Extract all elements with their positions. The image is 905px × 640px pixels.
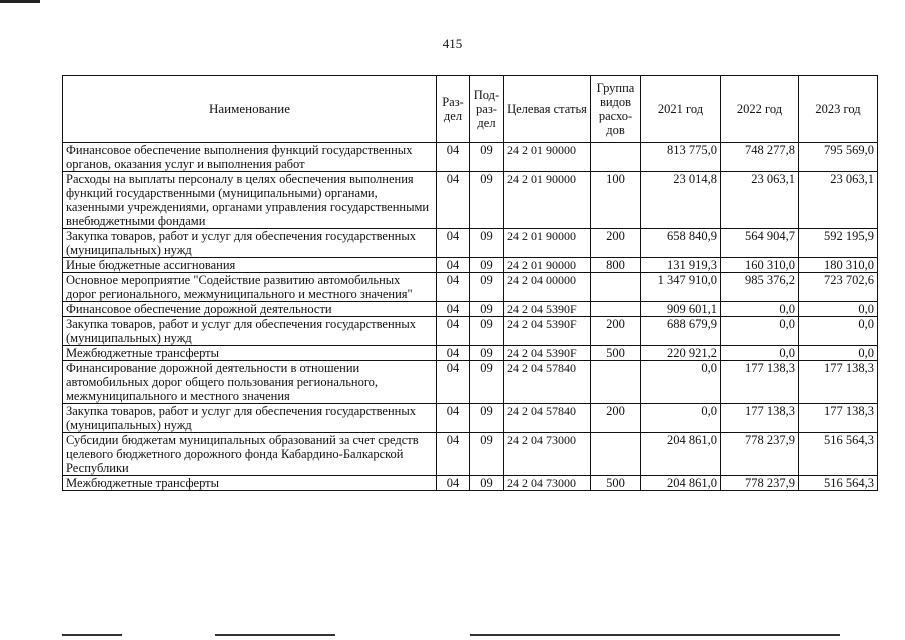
header-expense-group: Группа видов расхо- дов (591, 76, 641, 143)
cell-2021: 0,0 (641, 404, 721, 433)
cell-subsection: 09 (470, 302, 504, 317)
cell-section: 04 (437, 404, 470, 433)
cell-expense-group (591, 361, 641, 404)
cell-target: 24 2 04 57840 (504, 404, 591, 433)
cell-2021: 204 861,0 (641, 433, 721, 476)
table-row (63, 172, 878, 229)
cell-subsection: 09 (470, 229, 504, 258)
cell-2023: 516 564,3 (799, 476, 878, 491)
cell-2022: 0,0 (721, 302, 799, 317)
cell-subsection: 09 (470, 258, 504, 273)
cell-2022: 0,0 (721, 317, 799, 346)
scan-bottom-line (470, 634, 840, 636)
cell-section: 04 (437, 143, 470, 172)
cell-expense-group (591, 143, 641, 172)
cell-name: Закупка товаров, работ и услуг для обеспечения государственных (муниципальных) нужд (63, 317, 437, 346)
cell-target: 24 2 01 90000 (504, 258, 591, 273)
cell-2023: 177 138,3 (799, 361, 878, 404)
cell-name: Финансовое обеспечение дорожной деятельности (63, 302, 437, 317)
cell-2022: 0,0 (721, 346, 799, 361)
header-2021: 2021 год (641, 76, 721, 143)
cell-2022: 23 063,1 (721, 172, 799, 229)
cell-subsection: 09 (470, 404, 504, 433)
cell-2023: 592 195,9 (799, 229, 878, 258)
table-header-row (63, 76, 878, 143)
cell-2021: 688 679,9 (641, 317, 721, 346)
cell-name: Иные бюджетные ассигнования (63, 258, 437, 273)
header-2023: 2023 год (799, 76, 878, 143)
cell-2021: 23 014,8 (641, 172, 721, 229)
header-name: Наименование (63, 76, 437, 143)
cell-name: Расходы на выплаты персоналу в целях обеспечения выполнения функций государственными (муниципальными) органами, казенными учреждениями, органами управления государственными внебюджетными фондами (63, 172, 437, 229)
cell-subsection: 09 (470, 476, 504, 491)
cell-name: Финансовое обеспечение выполнения функций государственных органов, оказания услуг и выполнения работ (63, 143, 437, 172)
cell-subsection: 09 (470, 172, 504, 229)
cell-2021: 1 347 910,0 (641, 273, 721, 302)
cell-section: 04 (437, 302, 470, 317)
table-row (63, 361, 878, 404)
cell-2022: 985 376,2 (721, 273, 799, 302)
table-row (63, 346, 878, 361)
scan-bottom-line (215, 634, 335, 636)
cell-name: Финансирование дорожной деятельности в отношении автомобильных дорог общего пользования регионального, межмуниципального и местного значения (63, 361, 437, 404)
cell-2023: 23 063,1 (799, 172, 878, 229)
table-row (63, 404, 878, 433)
table-row (63, 302, 878, 317)
cell-2022: 177 138,3 (721, 404, 799, 433)
cell-target: 24 2 04 73000 (504, 476, 591, 491)
cell-2023: 0,0 (799, 302, 878, 317)
table-row (63, 433, 878, 476)
cell-2022: 177 138,3 (721, 361, 799, 404)
cell-name: Субсидии бюджетам муниципальных образований за счет средств целевого бюджетного дорожного фонда Кабардино-Балкарской Республики (63, 433, 437, 476)
cell-2021: 204 861,0 (641, 476, 721, 491)
cell-2023: 0,0 (799, 317, 878, 346)
scan-bottom-line (62, 634, 122, 636)
cell-name: Межбюджетные трансферты (63, 346, 437, 361)
table-row (63, 258, 878, 273)
header-2022: 2022 год (721, 76, 799, 143)
cell-target: 24 2 01 90000 (504, 172, 591, 229)
cell-2023: 516 564,3 (799, 433, 878, 476)
cell-2021: 909 601,1 (641, 302, 721, 317)
cell-subsection: 09 (470, 433, 504, 476)
cell-2022: 748 277,8 (721, 143, 799, 172)
cell-section: 04 (437, 229, 470, 258)
cell-section: 04 (437, 433, 470, 476)
cell-name: Основное мероприятие "Содействие развитию автомобильных дорог регионального, межмуниципального и местного значения" (63, 273, 437, 302)
table-row (63, 229, 878, 258)
cell-name: Закупка товаров, работ и услуг для обеспечения государственных (муниципальных) нужд (63, 404, 437, 433)
cell-2021: 0,0 (641, 361, 721, 404)
cell-expense-group: 100 (591, 172, 641, 229)
cell-2023: 177 138,3 (799, 404, 878, 433)
page-number: 415 (442, 36, 463, 51)
cell-2023: 795 569,0 (799, 143, 878, 172)
cell-2023: 180 310,0 (799, 258, 878, 273)
cell-target: 24 2 04 5390F (504, 346, 591, 361)
cell-target: 24 2 04 5390F (504, 302, 591, 317)
cell-expense-group: 200 (591, 404, 641, 433)
cell-target: 24 2 04 73000 (504, 433, 591, 476)
cell-target: 24 2 04 57840 (504, 361, 591, 404)
cell-name: Межбюджетные трансферты (63, 476, 437, 491)
cell-section: 04 (437, 346, 470, 361)
cell-2021: 658 840,9 (641, 229, 721, 258)
cell-2021: 131 919,3 (641, 258, 721, 273)
cell-expense-group (591, 433, 641, 476)
cell-expense-group: 500 (591, 476, 641, 491)
table-row (63, 273, 878, 302)
cell-section: 04 (437, 258, 470, 273)
cell-2022: 778 237,9 (721, 476, 799, 491)
cell-section: 04 (437, 172, 470, 229)
cell-2022: 564 904,7 (721, 229, 799, 258)
cell-section: 04 (437, 317, 470, 346)
cell-expense-group (591, 273, 641, 302)
table-row (63, 143, 878, 172)
cell-subsection: 09 (470, 361, 504, 404)
budget-table (62, 75, 878, 491)
cell-2021: 813 775,0 (641, 143, 721, 172)
cell-expense-group (591, 302, 641, 317)
table-row (63, 317, 878, 346)
cell-target: 24 2 01 90000 (504, 229, 591, 258)
cell-name: Закупка товаров, работ и услуг для обеспечения государственных (муниципальных) нужд (63, 229, 437, 258)
cell-2023: 0,0 (799, 346, 878, 361)
cell-target: 24 2 04 5390F (504, 317, 591, 346)
cell-subsection: 09 (470, 143, 504, 172)
cell-expense-group: 200 (591, 229, 641, 258)
cell-expense-group: 200 (591, 317, 641, 346)
cell-subsection: 09 (470, 317, 504, 346)
cell-2022: 160 310,0 (721, 258, 799, 273)
cell-2021: 220 921,2 (641, 346, 721, 361)
header-section: Раз- дел (437, 76, 470, 143)
cell-expense-group: 500 (591, 346, 641, 361)
cell-target: 24 2 01 90000 (504, 143, 591, 172)
cell-expense-group: 800 (591, 258, 641, 273)
cell-section: 04 (437, 273, 470, 302)
cell-section: 04 (437, 361, 470, 404)
cell-target: 24 2 04 00000 (504, 273, 591, 302)
cell-2022: 778 237,9 (721, 433, 799, 476)
table-row (63, 476, 878, 491)
cell-subsection: 09 (470, 273, 504, 302)
header-target: Целевая статья (504, 76, 591, 143)
header-subsection: Под- раз- дел (470, 76, 504, 143)
scan-edge-mark (0, 0, 40, 3)
cell-section: 04 (437, 476, 470, 491)
cell-subsection: 09 (470, 346, 504, 361)
cell-2023: 723 702,6 (799, 273, 878, 302)
